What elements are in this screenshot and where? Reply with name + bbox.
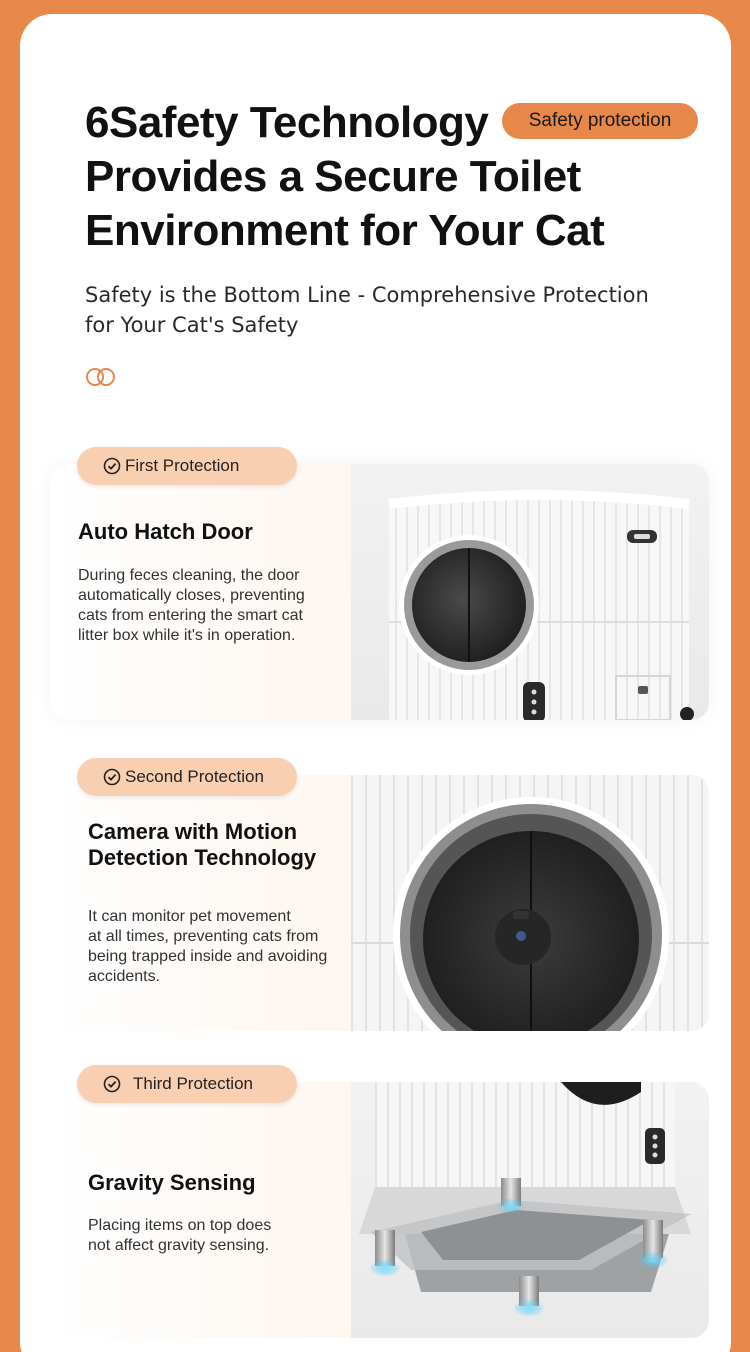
content-sheet — [20, 14, 731, 1352]
tag-label: Third Protection — [133, 1074, 253, 1093]
card-title-line: Auto Hatch Door — [78, 519, 253, 544]
subtitle-line-2: for Your Cat's Safety — [85, 313, 299, 337]
camera-door-photo — [351, 775, 709, 1031]
title-line-2: Provides a Secure Toilet — [85, 152, 581, 201]
check-circle-icon — [103, 457, 121, 475]
card-title — [88, 1170, 256, 1196]
interlocking-rings-icon — [84, 366, 118, 388]
card-description — [88, 907, 327, 987]
gravity-sensor-photo — [351, 1082, 709, 1338]
description-line: litter box while it's in operation. — [78, 627, 296, 644]
first-protection-tag — [77, 447, 297, 485]
title-line-3: Environment for Your Cat — [85, 206, 605, 255]
safety-protection-badge: Safety protection — [502, 103, 698, 139]
description-line: Placing items on top does — [88, 1217, 272, 1234]
description-line: automatically closes, preventing — [78, 587, 305, 604]
third-protection-card — [50, 1082, 709, 1338]
card-title-line: Gravity Sensing — [88, 1170, 256, 1195]
description-line: at all times, preventing cats from — [88, 928, 319, 945]
card-title — [78, 519, 253, 545]
check-circle-icon — [103, 1075, 121, 1093]
card-title — [88, 819, 316, 871]
second-protection-card — [50, 775, 709, 1031]
page-subtitle — [85, 280, 705, 340]
card-title-line: Camera with Motion — [88, 819, 298, 844]
card-description — [78, 566, 305, 646]
subtitle-line-1: Safety is the Bottom Line - Comprehensive Protection — [85, 283, 649, 307]
third-protection-tag — [77, 1065, 297, 1103]
tag-label: Second Protection — [125, 767, 264, 786]
description-line: cats from entering the smart cat — [78, 607, 303, 624]
check-circle-icon — [103, 768, 121, 786]
second-protection-tag — [77, 758, 297, 796]
description-line: It can monitor pet movement — [88, 908, 291, 925]
description-line: being trapped inside and avoiding — [88, 948, 328, 965]
title-line-1: 6Safety Technology — [85, 98, 489, 147]
card-title-line: Detection Technology — [88, 845, 317, 870]
auto-hatch-door-photo — [351, 464, 709, 720]
description-line: not affect gravity sensing. — [88, 1237, 270, 1254]
description-line: During feces cleaning, the door — [78, 567, 300, 584]
tag-label: First Protection — [125, 456, 240, 475]
first-protection-card — [50, 464, 709, 720]
card-description — [88, 1216, 271, 1256]
description-line: accidents. — [88, 968, 161, 985]
